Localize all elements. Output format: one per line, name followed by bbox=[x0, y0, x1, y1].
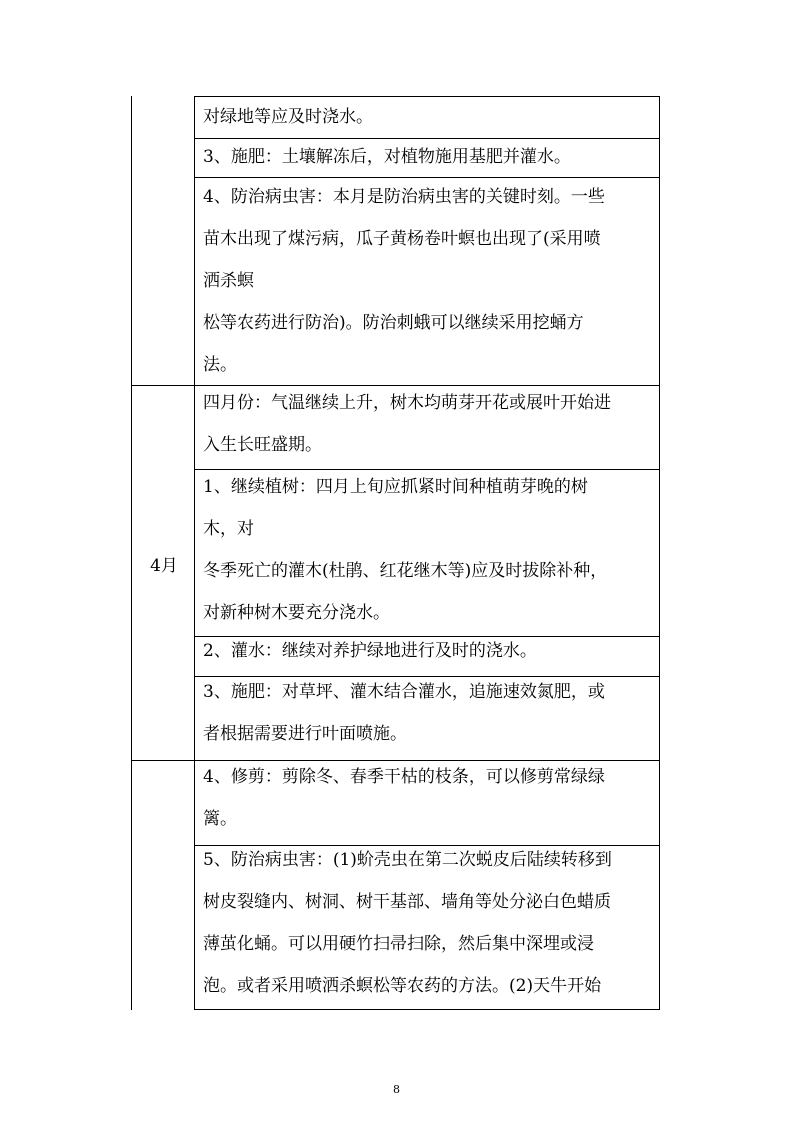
table-right-border bbox=[659, 96, 660, 1010]
cell-line: 泡。或者采用喷洒杀螟松等农药的方法。(2)天牛开始 bbox=[203, 976, 602, 996]
cell-line: 松等农药进行防治)。防治刺蛾可以继续采用挖蛹方 bbox=[203, 313, 584, 333]
table-left-border bbox=[131, 96, 132, 1010]
table-cell bbox=[203, 96, 655, 138]
cell-line: 篱。 bbox=[203, 809, 237, 829]
cell-line: 薄茧化蛹。可以用硬竹扫帚扫除，然后集中深埋或浸 bbox=[203, 934, 594, 954]
cell-line: 者根据需要进行叶面喷施。 bbox=[203, 724, 407, 744]
cell-line: 2、灌水：继续对养护绿地进行及时的浇水。 bbox=[203, 641, 537, 661]
cell-line: 入生长旺盛期。 bbox=[203, 435, 322, 455]
table-cell bbox=[203, 136, 655, 178]
table-cell bbox=[203, 176, 655, 386]
cell-line: 1、继续植树：四月上旬应抓紧时间种植萌芽晚的树 bbox=[203, 477, 588, 497]
table-cell bbox=[203, 630, 655, 672]
table-cell bbox=[203, 756, 655, 840]
cell-line: 5、防治病虫害：(1)蚧壳虫在第二次蜕皮后陆续转移到 bbox=[203, 850, 612, 870]
cell-line: 对新种树木要充分浇水。 bbox=[203, 603, 390, 623]
table-bottom-border bbox=[194, 1009, 660, 1010]
month-label: 4月 bbox=[150, 556, 178, 576]
cell-line: 洒杀螟 bbox=[203, 271, 254, 291]
month-column-divider bbox=[194, 96, 195, 760]
page-number: 8 bbox=[393, 1083, 400, 1096]
table-cell bbox=[203, 466, 655, 634]
cell-line: 对绿地等应及时浇水。 bbox=[203, 107, 373, 127]
cell-line: 4、修剪：剪除冬、春季干枯的枝条，可以修剪常绿绿 bbox=[203, 767, 605, 787]
cell-line: 苗木出现了煤污病，瓜子黄杨卷叶螟也出现了(采用喷 bbox=[203, 229, 601, 249]
cell-line: 木，对 bbox=[203, 519, 254, 539]
table-cell bbox=[203, 671, 655, 755]
cell-line: 法。 bbox=[203, 355, 237, 375]
cell-line: 3、施肥：土壤解冻后，对植物施用基肥并灌水。 bbox=[203, 147, 571, 167]
cell-line: 树皮裂缝内、树洞、树干基部、墙角等处分泌白色蜡质 bbox=[203, 892, 611, 912]
cell-line: 4、防治病虫害：本月是防治病虫害的关键时刻。一些 bbox=[203, 187, 605, 207]
table-cell bbox=[203, 839, 655, 1007]
cell-line: 3、施肥：对草坪、灌木结合灌水，追施速效氮肥，或 bbox=[203, 682, 605, 702]
cell-line: 冬季死亡的灌木(杜鹃、红花继木等)应及时拔除补种， bbox=[203, 561, 608, 581]
cell-line: 四月份：气温继续上升，树木均萌芽开花或展叶开始进 bbox=[203, 393, 611, 413]
month-column-divider-lower bbox=[194, 760, 195, 1010]
table-cell bbox=[203, 382, 655, 466]
